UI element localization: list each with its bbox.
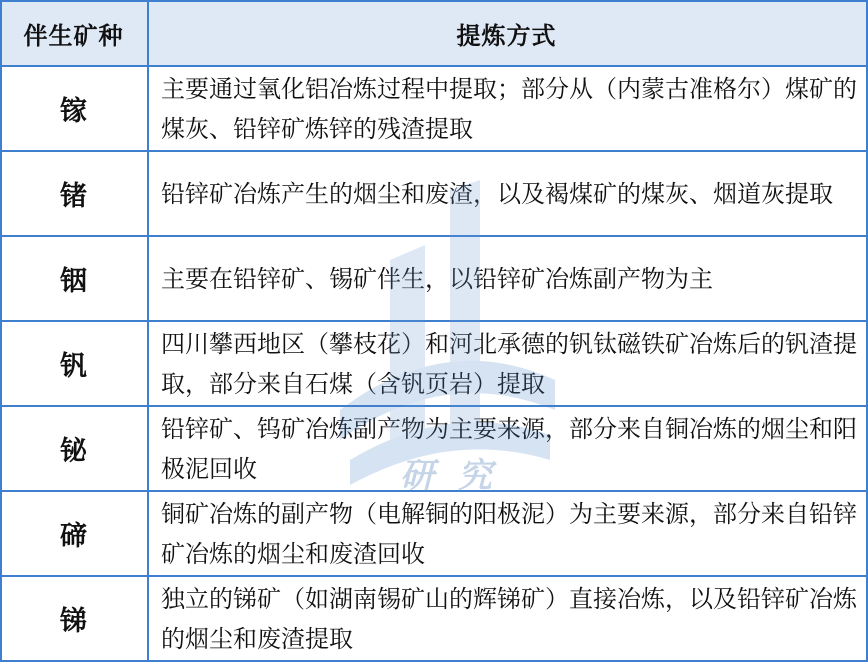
table-header xyxy=(0,2,866,65)
mineral-name: 铟 xyxy=(60,266,87,297)
mineral-cell xyxy=(0,577,147,660)
method-text: 铅锌矿冶炼产生的烟尘和废渣，以及褐煤矿的煤灰、烟道灰提取 xyxy=(161,179,833,208)
table-border-left xyxy=(0,2,2,662)
mineral-name: 钒 xyxy=(60,351,87,382)
mineral-name: 锗 xyxy=(60,181,87,212)
method-text: 独立的锑矿（如湖南锡矿山的辉锑矿）直接冶炼，以及铅锌矿冶炼的烟尘和废渣提取 xyxy=(161,584,857,653)
row-divider xyxy=(0,575,868,577)
method-text: 四川攀西地区（攀枝花）和河北承德的钒钛磁铁矿冶炼后的钒渣提取，部分来自石煤（含钒页岩）提取 xyxy=(161,329,857,398)
watermark-text: 研 究 xyxy=(400,456,498,496)
row-divider xyxy=(0,320,868,322)
header-mineral-cell xyxy=(0,2,147,65)
row-divider xyxy=(0,235,868,237)
mineral-name: 碲 xyxy=(60,521,87,552)
method-cell xyxy=(147,577,866,660)
row-divider xyxy=(0,405,868,407)
mineral-cell xyxy=(0,152,147,235)
mineral-cell xyxy=(0,407,147,490)
header-mineral-label: 伴生矿种 xyxy=(23,21,124,50)
table-row xyxy=(0,152,866,235)
method-cell xyxy=(147,322,866,405)
mineral-name: 锑 xyxy=(60,606,87,637)
method-cell xyxy=(147,407,866,490)
table-row xyxy=(0,322,866,405)
table-row xyxy=(0,577,866,660)
method-text: 主要通过氧化铝冶炼过程中提取；部分从（内蒙古准格尔）煤矿的煤灰、铅锌矿炼锌的残渣提取 xyxy=(161,74,857,143)
mineral-name: 镓 xyxy=(60,96,87,127)
method-cell xyxy=(147,237,866,320)
mineral-name: 铋 xyxy=(60,436,87,467)
method-text: 铅锌矿、钨矿冶炼副产物为主要来源，部分来自铜冶炼的烟尘和阳极泥回收 xyxy=(161,414,857,483)
header-method-label: 提炼方式 xyxy=(456,21,557,50)
method-cell xyxy=(147,492,866,575)
row-divider xyxy=(0,150,868,152)
method-text: 主要在铅锌矿、锡矿伴生，以铅锌矿冶炼副产物为主 xyxy=(161,264,713,293)
mineral-cell xyxy=(0,237,147,320)
table-border-top xyxy=(0,0,868,2)
column-divider xyxy=(147,2,149,662)
table-row xyxy=(0,237,866,320)
method-cell xyxy=(147,67,866,150)
method-cell xyxy=(147,152,866,235)
header-method-cell xyxy=(147,2,866,65)
table-row xyxy=(0,67,866,150)
mineral-cell xyxy=(0,492,147,575)
table-row xyxy=(0,492,866,575)
mineral-cell xyxy=(0,322,147,405)
mineral-cell xyxy=(0,67,147,150)
row-divider xyxy=(0,65,868,67)
method-text: 铜矿冶炼的副产物（电解铜的阳极泥）为主要来源，部分来自铅锌矿冶炼的烟尘和废渣回收 xyxy=(161,499,857,568)
